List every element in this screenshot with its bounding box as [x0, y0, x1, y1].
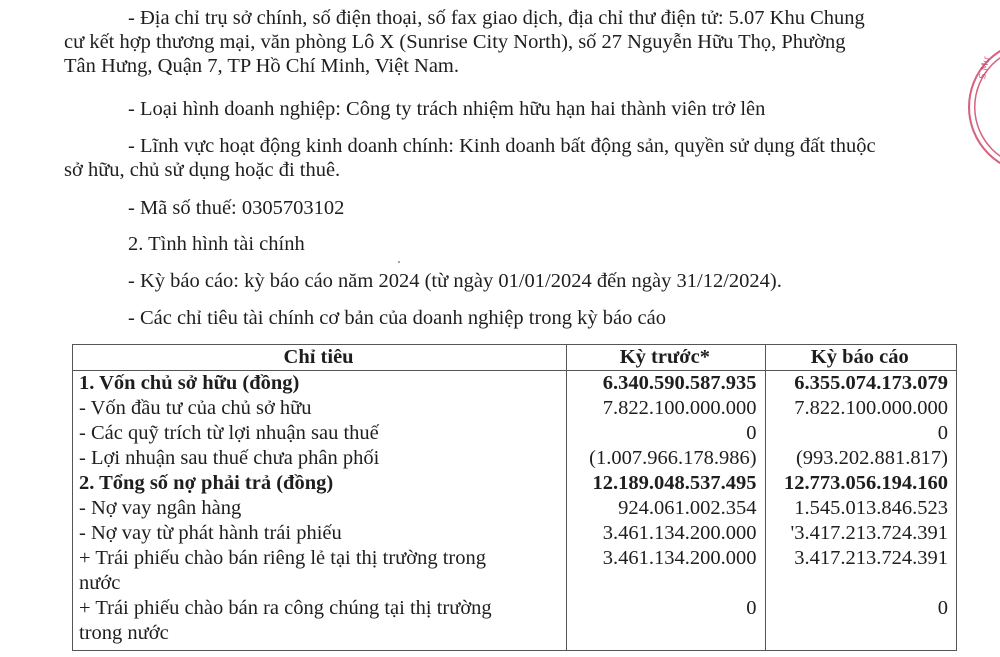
row-label-line-1: + Trái phiếu chào bán riêng lẻ tại thị trường trong — [79, 547, 486, 569]
header-previous-period: Kỳ trước* — [567, 345, 765, 371]
report-period-paragraph — [64, 269, 944, 293]
business-field-paragraph — [64, 134, 944, 182]
table-row — [73, 521, 957, 546]
row-label: - Lợi nhuận sau thuế chưa phân phối — [73, 446, 567, 471]
table-row — [73, 546, 957, 596]
row-label-line-2: nước — [79, 572, 121, 594]
row-label: - Nợ vay ngân hàng — [73, 496, 567, 521]
address-line-1: - Địa chỉ trụ sở chính, số điện thoại, số fax giao dịch, địa chỉ thư điện tử: 5.07 Khu Chung — [128, 7, 865, 29]
stamp-text: S.Mư — [978, 56, 993, 81]
row-previous-value: 3.461.134.200.000 — [567, 546, 765, 596]
row-current-value: 6.355.074.173.079 — [765, 371, 956, 397]
row-current-value: 3.417.213.724.391 — [765, 546, 956, 596]
tax-code-paragraph — [64, 196, 944, 220]
row-previous-value: 924.061.002.354 — [567, 496, 765, 521]
financial-indicators-table — [72, 344, 957, 651]
row-current-value: '3.417.213.724.391 — [765, 521, 956, 546]
tax-code-text: - Mã số thuế: 0305703102 — [128, 197, 345, 219]
section-heading-text: 2. Tình hình tài chính — [128, 233, 305, 255]
row-current-value: 12.773.056.194.160 — [765, 471, 956, 496]
row-previous-value: 0 — [567, 421, 765, 446]
row-current-value: 0 — [765, 596, 956, 651]
table-row — [73, 471, 957, 496]
row-previous-value: 12.189.048.537.495 — [567, 471, 765, 496]
row-label: 1. Vốn chủ sở hữu (đồng) — [73, 371, 567, 397]
header-current-period: Kỳ báo cáo — [765, 345, 956, 371]
row-previous-value: 6.340.590.587.935 — [567, 371, 765, 397]
business-type-text: - Loại hình doanh nghiệp: Công ty trách nhiệm hữu hạn hai thành viên trở lên — [128, 98, 766, 120]
row-previous-value: (1.007.966.178.986) — [567, 446, 765, 471]
row-current-value: 1.545.013.846.523 — [765, 496, 956, 521]
row-previous-value: 3.461.134.200.000 — [567, 521, 765, 546]
header-indicator: Chỉ tiêu — [73, 345, 567, 371]
business-field-line-1: - Lĩnh vực hoạt động kinh doanh chính: Kinh doanh bất động sản, quyền sử dụng đất thuộc — [128, 135, 876, 157]
row-previous-value: 7.822.100.000.000 — [567, 396, 765, 421]
section-heading — [64, 232, 944, 256]
table-row — [73, 496, 957, 521]
row-previous-value: 0 — [567, 596, 765, 651]
report-period-text: - Kỳ báo cáo: kỳ báo cáo năm 2024 (từ ngày 01/01/2024 đến ngày 31/12/2024). — [128, 270, 782, 292]
business-field-line-2: sở hữu, chủ sử dụng hoặc đi thuê. — [64, 159, 341, 181]
address-line-3: Tân Hưng, Quận 7, TP Hồ Chí Minh, Việt Nam. — [64, 55, 459, 77]
table-row — [73, 371, 957, 397]
row-label: - Các quỹ trích từ lợi nhuận sau thuế — [73, 421, 567, 446]
table-row — [73, 396, 957, 421]
table-intro-text: - Các chỉ tiêu tài chính cơ bản của doanh nghiệp trong kỳ báo cáo — [128, 307, 666, 329]
address-line-2: cư kết hợp thương mại, văn phòng Lô X (Sunrise City North), số 27 Nguyễn Hữu Thọ, Phường — [64, 31, 846, 53]
table-row — [73, 446, 957, 471]
table-intro-paragraph — [64, 306, 944, 330]
row-label-line-2: trong nước — [79, 622, 169, 644]
scan-speck — [398, 261, 400, 263]
row-label — [73, 596, 567, 651]
row-label — [73, 546, 567, 596]
row-current-value: 0 — [765, 421, 956, 446]
table-row — [73, 596, 957, 651]
row-label: - Nợ vay từ phát hành trái phiếu — [73, 521, 567, 546]
table-header-row — [73, 345, 957, 371]
business-type-paragraph — [64, 97, 944, 121]
row-label-line-1: + Trái phiếu chào bán ra công chúng tại thị trường — [79, 597, 492, 619]
row-label: 2. Tổng số nợ phải trả (đồng) — [73, 471, 567, 496]
address-paragraph — [64, 6, 944, 78]
table-row — [73, 421, 957, 446]
row-label: - Vốn đầu tư của chủ sở hữu — [73, 396, 567, 421]
row-current-value: 7.822.100.000.000 — [765, 396, 956, 421]
row-current-value: (993.202.881.817) — [765, 446, 956, 471]
